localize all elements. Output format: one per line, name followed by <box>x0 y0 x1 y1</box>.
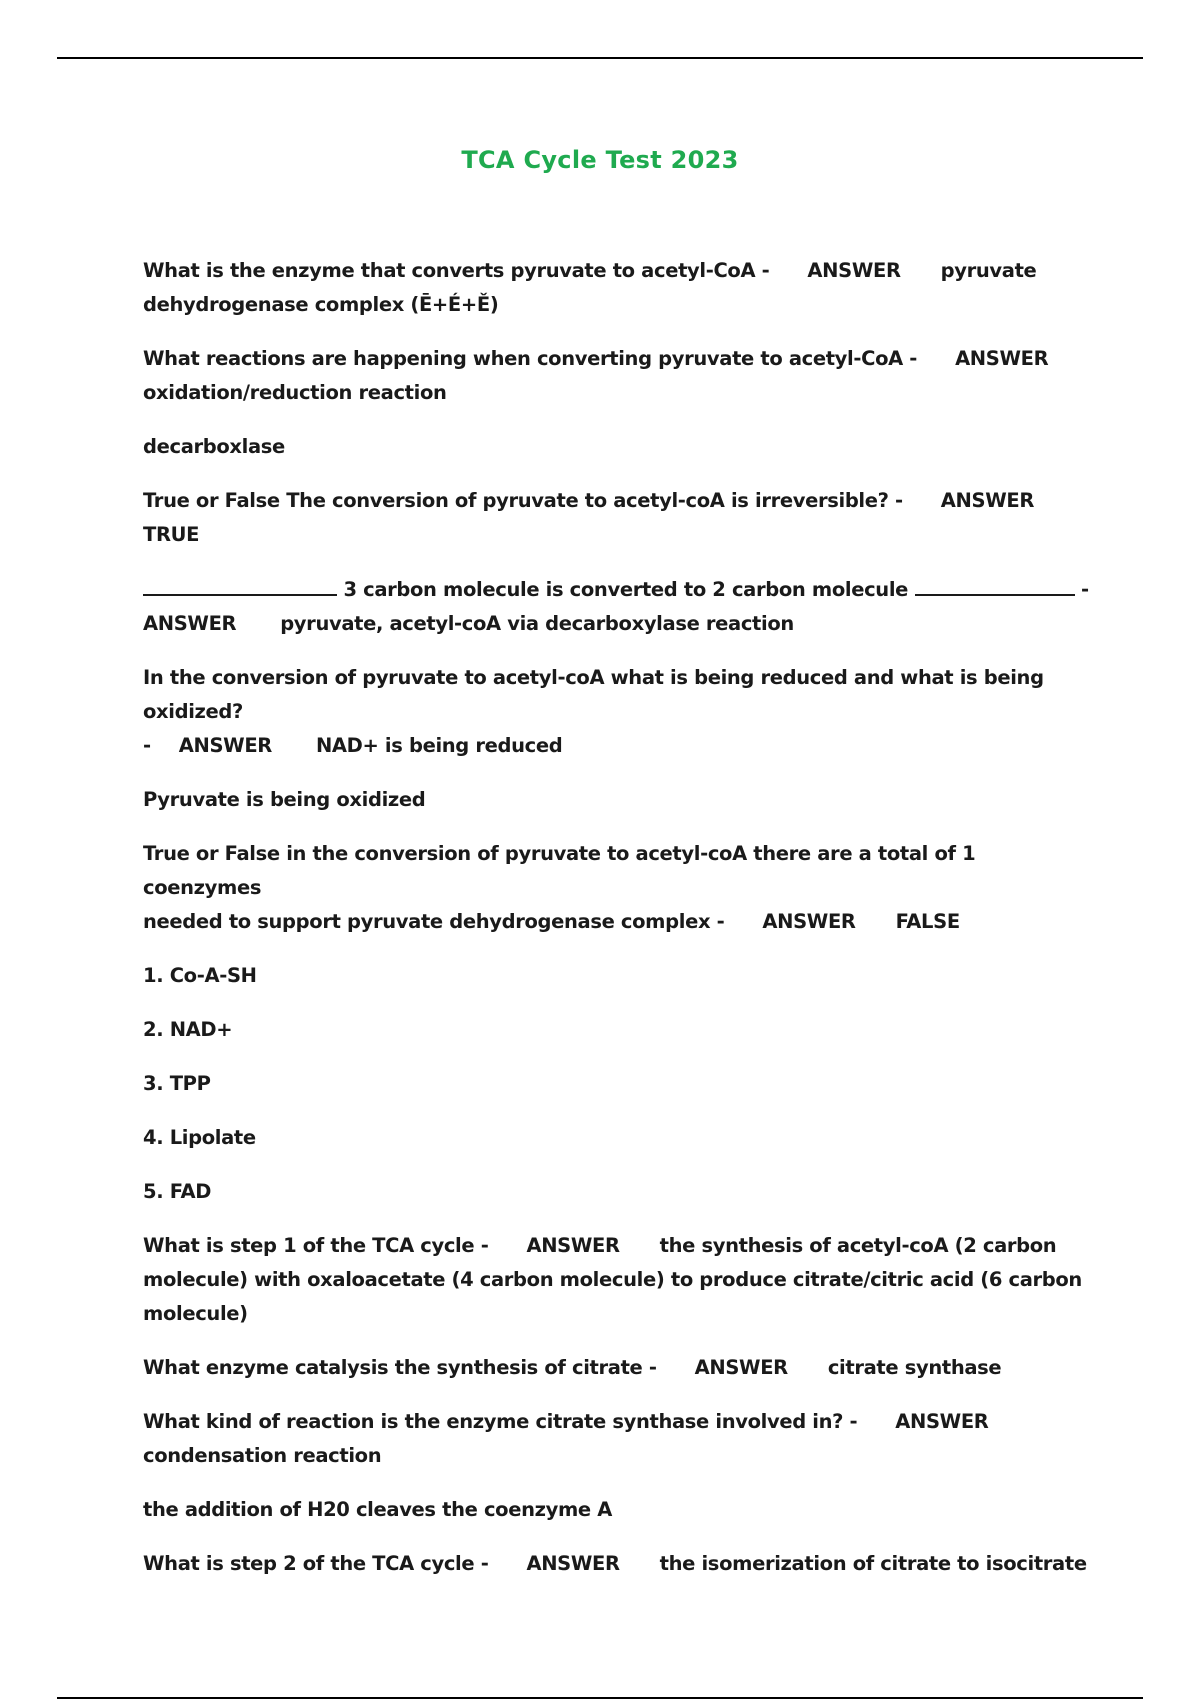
question-text-continuation: needed to support pyruvate dehydrogenase complex - <box>143 910 725 933</box>
question-9 <box>143 1405 1093 1473</box>
answer-text: citrate synthase <box>827 1356 1002 1379</box>
blank-line <box>915 572 1075 596</box>
answer-text: the isomerization of citrate to isocitrate <box>659 1552 1087 1575</box>
answer-text: condensation reaction <box>143 1444 382 1467</box>
question-1 <box>143 254 1093 322</box>
question-dash: - <box>143 734 151 757</box>
answer-label: ANSWER <box>526 1234 620 1257</box>
question-dash: - <box>1080 578 1089 601</box>
question-text: What reactions are happening when converting pyruvate to acetyl-CoA - <box>143 347 918 370</box>
question-8 <box>143 1351 1093 1385</box>
question-text: What is step 2 of the TCA cycle - <box>143 1552 489 1575</box>
answer-label: ANSWER <box>940 489 1034 512</box>
answer-line: decarboxlase <box>143 435 285 458</box>
question-7 <box>143 1229 1093 1331</box>
answer-text: pyruvate, acetyl-coA via decarboxylase reaction <box>280 612 794 635</box>
answer-line: the addition of H20 cleaves the coenzyme A <box>143 1498 612 1521</box>
question-3 <box>143 484 1093 552</box>
answer-label: ANSWER <box>143 612 237 635</box>
question-text: What is step 1 of the TCA cycle - <box>143 1234 489 1257</box>
question-text: True or False The conversion of pyruvate to acetyl-coA is irreversible? - <box>143 489 903 512</box>
answer-label: ANSWER <box>955 347 1049 370</box>
list-item: 2. NAD+ <box>143 1018 233 1041</box>
question-text: 3 carbon molecule is converted to 2 carbon molecule <box>343 578 909 601</box>
list-item: 3. TPP <box>143 1072 211 1095</box>
answer-text: pyruvate <box>940 259 1037 282</box>
answer-text: oxidation/reduction reaction <box>143 381 447 404</box>
top-rule <box>57 57 1143 59</box>
question-6 <box>143 837 1093 939</box>
answer-text: the synthesis of acetyl-coA (2 carbon <box>659 1234 1057 1257</box>
answer-label: ANSWER <box>178 734 272 757</box>
question-text: What enzyme catalysis the synthesis of citrate - <box>143 1356 657 1379</box>
question-text: What is the enzyme that converts pyruvate to acetyl-CoA - <box>143 259 770 282</box>
answer-text: FALSE <box>895 910 960 933</box>
page-title: TCA Cycle Test 2023 <box>461 146 739 174</box>
answer-label: ANSWER <box>807 259 901 282</box>
list-item: 5. FAD <box>143 1180 212 1203</box>
document-body <box>143 254 1093 1601</box>
answer-label: ANSWER <box>526 1552 620 1575</box>
bottom-rule <box>57 1697 1143 1699</box>
answer-continuation: molecule) <box>143 1302 248 1325</box>
answer-continuation: molecule) with oxaloacetate (4 carbon molecule) to produce citrate/citric acid (6 carbon <box>143 1268 1082 1291</box>
question-text: True or False in the conversion of pyruvate to acetyl-coA there are a total of 1 coenzymes <box>143 842 976 899</box>
list-item: 1. Co-A-SH <box>143 964 257 987</box>
answer-text: NAD+ is being reduced <box>315 734 563 757</box>
list-item: 4. Lipolate <box>143 1126 256 1149</box>
question-text: In the conversion of pyruvate to acetyl-coA what is being reduced and what is being oxidized? <box>143 666 1044 723</box>
answer-continuation: dehydrogenase complex (Ē+É+Ě) <box>143 293 499 316</box>
question-4 <box>143 572 1093 641</box>
question-text: What kind of reaction is the enzyme citrate synthase involved in? - <box>143 1410 858 1433</box>
blank-line <box>143 572 337 596</box>
question-5 <box>143 661 1093 763</box>
answer-line: Pyruvate is being oxidized <box>143 788 426 811</box>
question-2 <box>143 342 1093 410</box>
question-10 <box>143 1547 1093 1581</box>
answer-label: ANSWER <box>694 1356 788 1379</box>
answer-text: TRUE <box>143 523 200 546</box>
answer-label: ANSWER <box>895 1410 989 1433</box>
answer-label: ANSWER <box>762 910 856 933</box>
